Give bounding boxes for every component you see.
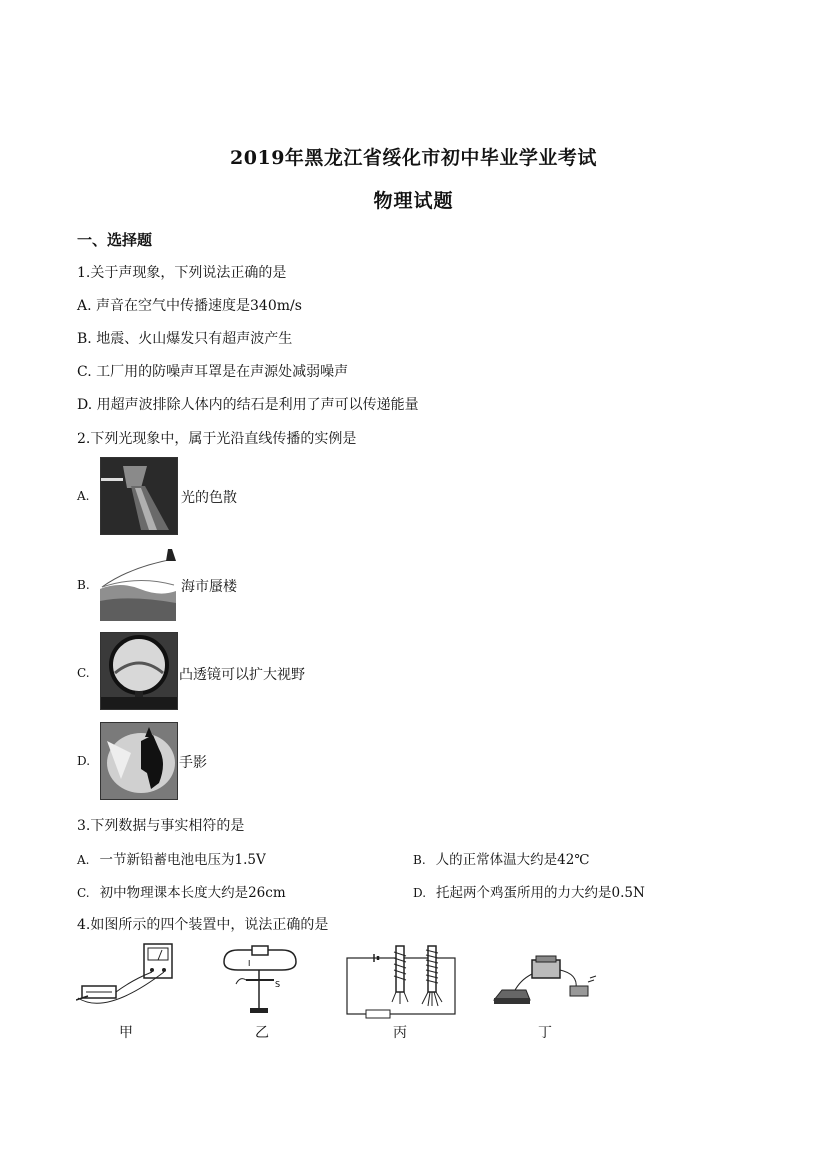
- figure-label-ding: 丁: [538, 1025, 552, 1041]
- exam-subtitle: 物理试题: [373, 190, 454, 212]
- q3-option-b: [413, 848, 589, 868]
- q1-option-c: C. 工厂用的防噪声耳罩是在声源处减弱噪声: [77, 364, 349, 380]
- figure-label-yi: 乙: [255, 1025, 269, 1041]
- q2-option-b-letter: B.: [77, 578, 90, 592]
- convex-mirror-photo-icon: [100, 632, 178, 710]
- oersted-experiment-diagram-icon: [218, 940, 302, 1024]
- q2-stem: 2.下列光现象中，属于光沿直线传播的实例是: [77, 431, 357, 447]
- electromagnets-circuit-diagram-icon: [344, 940, 460, 1026]
- q3-option-b-letter: B.: [413, 853, 426, 867]
- figure-label-bing: 丙: [393, 1025, 407, 1041]
- q2-option-b-text: 海市蜃楼: [181, 579, 237, 595]
- q3-option-d: [413, 881, 645, 901]
- mirage-photo-icon: [100, 545, 176, 621]
- hand-shadow-photo-icon: [100, 722, 178, 800]
- q2-option-c-letter: C.: [77, 666, 90, 680]
- figure-label-jia: 甲: [119, 1025, 133, 1041]
- exam-title: 2019年黑龙江省绥化市初中毕业学业考试: [230, 147, 597, 169]
- prism-dispersion-photo-icon: [100, 457, 178, 535]
- q3-option-a-text: 一节新铅蓄电池电压为1.5V: [99, 852, 266, 868]
- q3-option-c-letter: C.: [77, 886, 90, 900]
- q2-option-d-text: 手影: [179, 755, 207, 771]
- q2-option-d-letter: D.: [77, 754, 91, 768]
- svg-text:I: I: [248, 959, 251, 968]
- section-heading: 一、选择题: [77, 231, 153, 249]
- q1-option-d: D. 用超声波排除人体内的结石是利用了声可以传递能量: [77, 397, 419, 413]
- q1-option-a: A. 声音在空气中传播速度是340m/s: [77, 298, 302, 314]
- q3-option-a-letter: A.: [77, 853, 90, 867]
- q3-option-d-text: 托起两个鸡蛋所用的力大约是0.5N: [436, 885, 645, 901]
- q3-option-c-text: 初中物理课本长度大约是26cm: [99, 885, 286, 901]
- svg-text:S: S: [275, 980, 281, 989]
- q2-option-a-letter: A.: [77, 489, 90, 503]
- q3-option-a: [77, 848, 266, 868]
- q4-stem: 4.如图所示的四个装置中，说法正确的是: [77, 917, 329, 933]
- q1-option-b: B. 地震、火山爆发只有超声波产生: [77, 331, 293, 347]
- q3-option-c: [77, 881, 286, 901]
- q3-option-b-text: 人的正常体温大约是42℃: [435, 852, 590, 868]
- q1-stem: 1.关于声现象，下列说法正确的是: [77, 265, 287, 281]
- meter-circuit-diagram-icon: [76, 940, 186, 1024]
- q2-option-a-text: 光的色散: [181, 490, 237, 506]
- q2-option-c-text: 凸透镜可以扩大视野: [179, 667, 305, 683]
- q3-stem: 3.下列数据与事实相符的是: [77, 818, 245, 834]
- q3-option-d-letter: D.: [413, 886, 427, 900]
- transformer-iron-diagram-icon: [490, 940, 600, 1024]
